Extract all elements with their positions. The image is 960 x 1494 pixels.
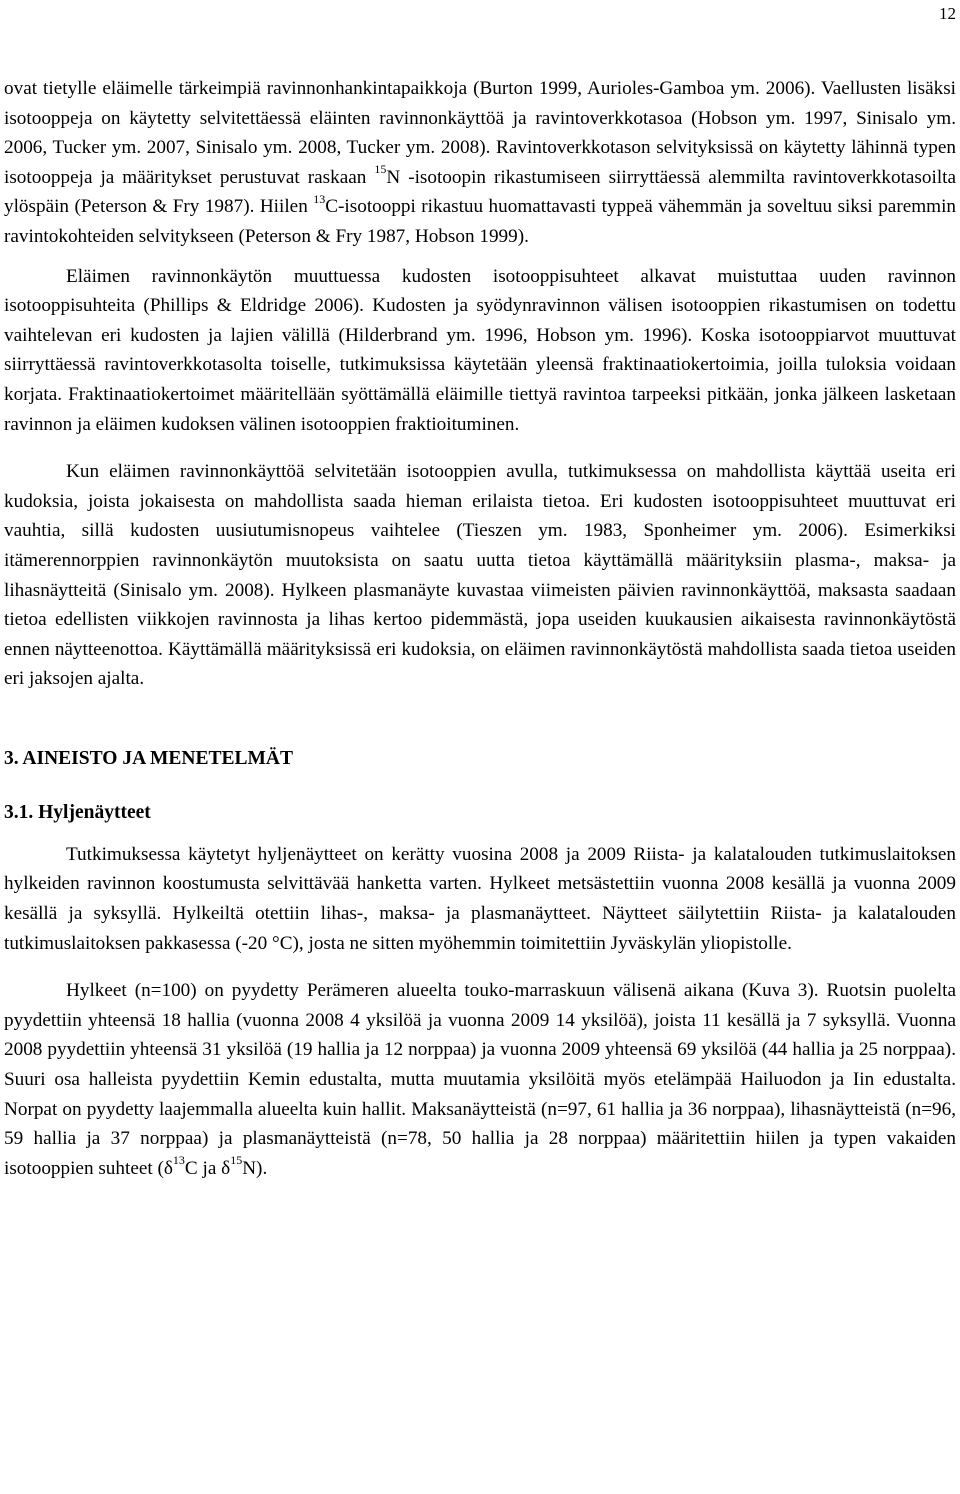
paragraph-text: N -isotoopin rikastumiseen siirryttäessä alemmilta ravintoverkkotasoilta ylöspäin (Peterson & Fry 1987). Hiilen: [4, 166, 956, 218]
paragraph-text: Hylkeet (n=100) on pyydetty Perämeren alueelta touko-marraskuun välisenä aikana (Kuva 3). Ruotsin puolelta pyydettiin yhteensä 18 hallia (vuonna 2008 4 yksilöä ja vuonna 2009 14 yksilöä), joista 11 kesällä ja 7 syksyllä. Vuonna 2008 pyydettiin yhteensä 31 yksilöä (19 hallia ja 12 norppaa) ja vuonna 2009 yhteensä 69 yksilöä (44 hallia ja 25 norppaa). Suuri osa halleista pyydettiin Kemin edustalta, mutta muutamia yksilöitä myös etelämpää Hailuodon ja Iin edustalta. Norpat on pyydetty laajemmalla alueelta kuin hallit. Maksanäytteistä (n=97, 61 hallia ja 36 norppaa), lihasnäytteistä (n=96, 59 hallia ja 37 norppaa) ja plasmanäytteistä (n=78, 50 hallia ja 28 norppaa) määritettiin hiilen ja typen vakaiden isotooppien suhteet (δ: [4, 980, 956, 1179]
superscript-13: 13: [172, 1153, 185, 1168]
paragraph-tissues: Kun eläimen ravinnonkäyttöä selvitetään isotooppien avulla, tutkimuksessa on mahdollista käyttää useita eri kudoksia, joista jokaisesta on mahdollista saada hieman erilaista tietoa. Eri kudosten isotooppisuhteet muuttuvat eri vauhtia, sillä kudosten uusiutumisnopeus vaihtelee (Tieszen ym. 1983, Sponheimer ym. 2006). Esimerkiksi itämerennorppien ravinnonkäytön muutoksista on saatu uutta tietoa käyttämällä määrityksiin plasma-, maksa- ja lihasnäytteitä (Sinisalo ym. 2008). Hylkeen plasmanäyte kuvastaa viimeisten päivien ravinnonkäyttöä, maksasta saadaan tietoa edellisten viikkojen ravinnosta ja lihas kertoo pidemmästä, jopa useiden kuukausien aikaisesta ravinnonkäytöstä ennen näytteenottoa. Käyttämällä määrityksissä eri kudoksia, on eläimen ravinnonkäytöstä mahdollista saada tietoa useiden eri jaksojen ajalta.: [4, 461, 956, 690]
section-heading: 3. AINEISTO JA MENETELMÄT: [4, 747, 293, 769]
subsection-heading: 3.1. Hyljenäytteet: [4, 801, 151, 823]
paragraph-diet-change: Eläimen ravinnonkäytön muuttuessa kudosten isotooppisuhteet alkavat muistuttaa uuden ravinnon isotooppisuhteita (Phillips & Eldridge 2006). Kudosten ja syödynravinnon välisen isotooppien rikastumisen on todettu vaihtelevan eri kudosten ja lajien välillä (Hilderbrand ym. 1996, Hobson ym. 1996). Koska isotooppiarvot muuttuvat siirryttäessä ravintoverkkotasolta toiselle, tutkimuksissa käytetään yleensä fraktinaatiokertoimia, joilla tuloksia voidaan korjata. Fraktinaatiokertoimet määritellään syöttämällä eläimille tiettyä ravintoa tarpeeksi pitkään, jonka jälkeen lasketaan ravinnon ja eläimen kudoksen välinen isotooppien fraktioituminen.: [4, 265, 956, 435]
paragraph-text: C ja δ: [184, 1157, 231, 1179]
document-body: [4, 74, 956, 1183]
paragraph-seal-counts: [4, 976, 956, 1183]
paragraph-samples: Tutkimuksessa käytetyt hyljenäytteet on kerätty vuosina 2008 ja 2009 Riista- ja kalatalouden tutkimuslaitoksen hylkeiden ravinnon koostumusta selvittävää hanketta varten. Hylkeet metsästettiin vuonna 2008 kesällä ja vuonna 2009 kesällä ja syksyllä. Hylkeiltä otettiin lihas-, maksa- ja plasmanäytteet. Näytteet säilytettiin Riista- ja kalatalouden tutkimuslaitoksen pakkasessa (-20 °C), josta ne sitten myöhemmin toimitettiin Jyväskylän yliopistolle.: [4, 843, 956, 954]
superscript-15: 15: [230, 1153, 243, 1168]
paragraph-isotope-uses: [4, 74, 956, 252]
page-number: 12: [939, 4, 956, 23]
superscript-15: 15: [374, 162, 387, 177]
superscript-13: 13: [313, 191, 326, 206]
paragraph-text: C-isotooppi rikastuu huomattavasti typpeä vähemmän ja soveltuu siksi paremmin ravintokohteiden selvitykseen (Peterson & Fry 1987, Hobson 1999).: [4, 196, 956, 247]
paragraph-text: N).: [242, 1157, 268, 1179]
paragraph-text: ovat tietylle eläimelle tärkeimpiä ravinnonhankintapaikkoja (Burton 1999, Aurioles-Gamboa ym. 2006). Vaellusten lisäksi isotooppeja on käytetty selvitettäessä eläinten ravinnonkäyttöä ja ravintoverkkotasoa (Hobson ym. 1997, Sinisalo ym. 2006, Tucker ym. 2007, Sinisalo ym. 2008, Tucker ym. 2008). Ravintoverkkotason selvityksissä on käytetty lähinnä typen isotooppeja ja määritykset perustuvat raskaan: [4, 78, 956, 188]
